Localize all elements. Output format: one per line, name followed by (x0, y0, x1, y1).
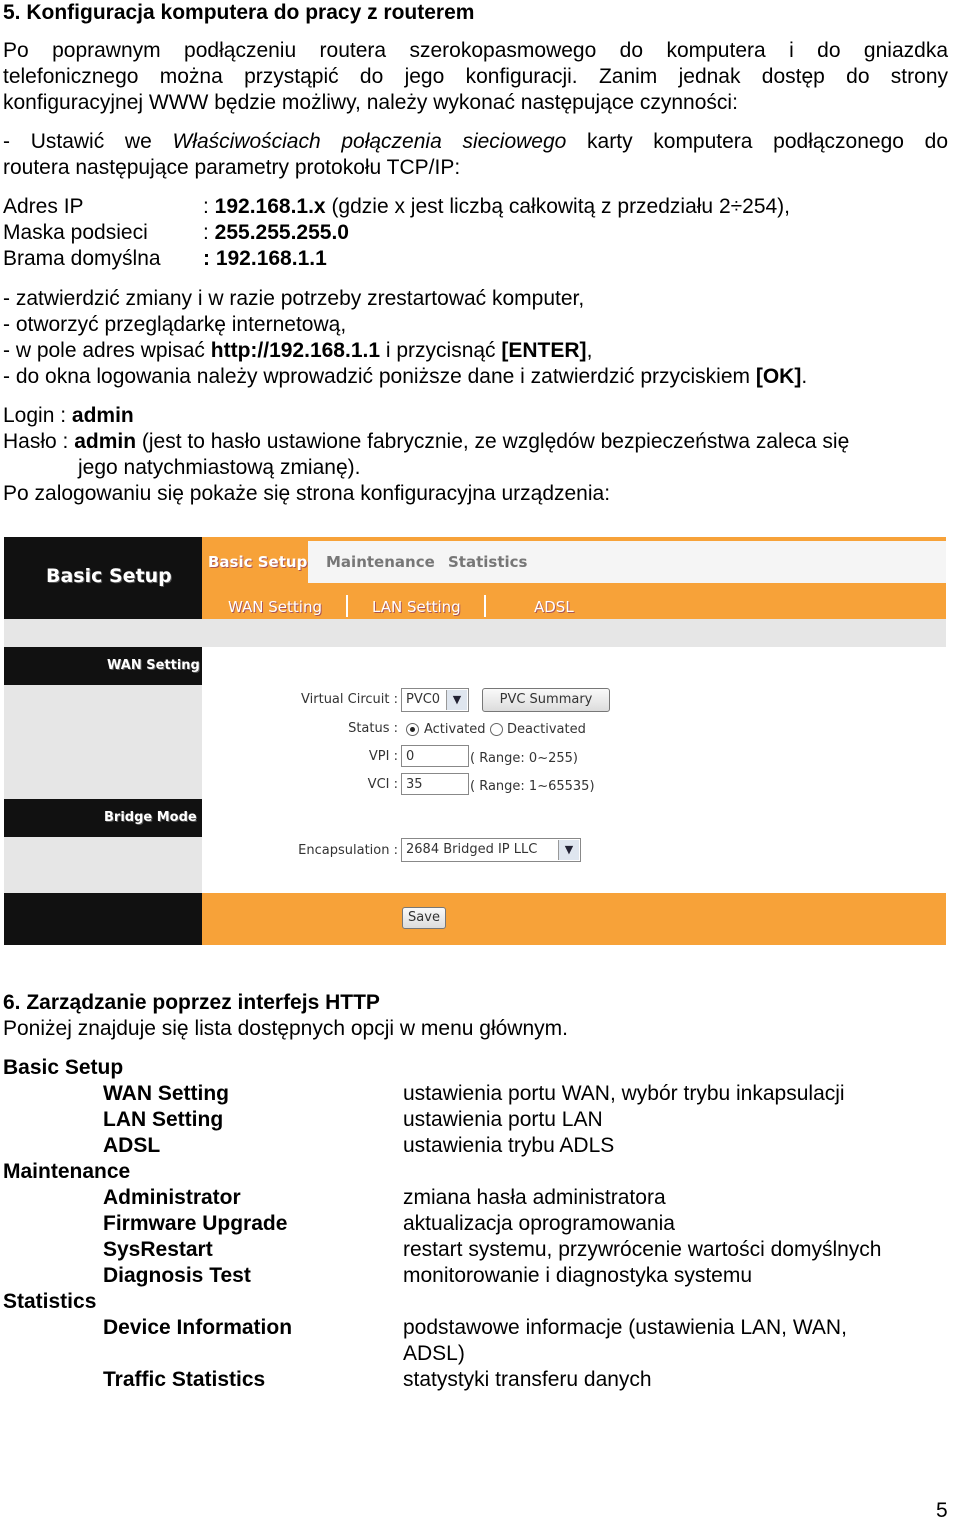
subtab-adsl[interactable]: ADSL (534, 598, 574, 616)
step1-line (3, 129, 948, 155)
step2: - zatwierdzić zmiany i w razie potrzeby zrestartować komputer, (3, 287, 585, 310)
footer-orange (202, 893, 946, 945)
virtual-circuit-label: Virtual Circuit : (301, 692, 398, 707)
menu-desc-sysrestart: restart systemu, przywrócenie wartości domyślnych (403, 1238, 882, 1261)
param-ip-colon: : (203, 195, 215, 218)
step1-line2: routera następujące parametry protokołu TCP/IP: (3, 156, 461, 179)
param-mask-colon: : (203, 221, 215, 244)
virtual-circuit-value: PVC0 (406, 692, 441, 707)
step5-key: [OK] (755, 365, 802, 388)
intro-line-2: telefonicznego można przystąpić do jego konfiguracji. Zanim jednak dostęp do strony (3, 65, 948, 88)
param-ip-note: (gdzie x jest liczbą całkowitą z przedziału 2÷254), (325, 195, 791, 218)
after-login: Po zalogowaniu się pokaże się strona konfiguracyjna urządzenia: (3, 482, 611, 505)
vpi-input[interactable] (401, 745, 469, 767)
status-activated-radio[interactable] (406, 723, 419, 736)
encapsulation-label: Encapsulation : (298, 843, 398, 858)
subtab-divider-2 (484, 595, 486, 617)
step4-key: [ENTER] (501, 339, 587, 362)
menu-item-wan-setting: WAN Setting (103, 1082, 229, 1105)
step4 (3, 338, 592, 364)
step4-mid: i przycisnąć (380, 339, 502, 362)
password-note: (jest to hasło ustawione fabrycznie, ze względów bezpieczeństwa zaleca się (136, 430, 850, 453)
virtual-circuit-select[interactable] (401, 688, 469, 712)
menu-desc-adsl: ustawienia trybu ADLS (403, 1134, 615, 1157)
param-mask-value: 255.255.255.0 (214, 221, 349, 244)
subtab-lan-setting[interactable]: LAN Setting (372, 598, 461, 616)
menu-desc-firmware-upgrade: aktualizacja oprogramowania (403, 1212, 675, 1235)
section6-heading: 6. Zarządzanie poprzez interfejs HTTP (3, 991, 380, 1014)
brand-title: Basic Setup (46, 565, 172, 587)
section6-intro: Poniżej znajduje się lista dostępnych opcji w menu głównym. (3, 1017, 568, 1040)
status-activated-label: Activated (424, 722, 486, 737)
step5-pre: - do okna logowania należy wprowadzić poniższe dane i zatwierdzić przyciskiem (3, 365, 756, 388)
step4-post: , (586, 339, 593, 362)
pvc-summary-button[interactable]: PVC Summary (482, 688, 610, 712)
save-button[interactable]: Save (402, 907, 446, 929)
vci-value: 35 (406, 777, 423, 792)
menu-item-firmware-upgrade: Firmware Upgrade (103, 1212, 288, 1235)
step3: - otworzyć przeglądarkę internetową, (3, 313, 347, 336)
vci-label: VCI : (367, 777, 398, 792)
step1-pre: - Ustawić we (3, 130, 173, 153)
login-value: admin (71, 404, 134, 427)
menu-item-administrator: Administrator (103, 1186, 241, 1209)
intro-line-1: Po poprawnym podłączeniu routera szerokopasmowego do komputera i do gniazdka (3, 39, 948, 62)
step1-italic: Właściwościach połączenia sieciowego (172, 130, 567, 153)
password-label: Hasło : (3, 430, 75, 453)
login-line (3, 403, 134, 429)
sidebar-gray-1 (4, 685, 202, 799)
vpi-range: ( Range: 0~255) (470, 751, 578, 766)
tab-statistics[interactable]: Statistics (448, 553, 528, 571)
menu-item-diagnosis-test: Diagnosis Test (103, 1264, 251, 1287)
status-deactivated-radio[interactable] (490, 723, 503, 736)
param-gateway-value: : 192.168.1.1 (203, 247, 327, 270)
sidebar-wan-setting: WAN Setting (107, 658, 200, 673)
param-ip-value-line (203, 194, 790, 220)
step4-url: http://192.168.1.1 (210, 339, 381, 362)
login-label: Login : (3, 404, 72, 427)
menu-group-statistics: Statistics (3, 1290, 97, 1313)
encapsulation-value: 2684 Bridged IP LLC (406, 842, 538, 857)
encapsulation-select[interactable] (401, 838, 581, 862)
intro-line-3: konfiguracyjnej WWW będzie możliwy, należy wykonać następujące czynności: (3, 91, 738, 114)
sidebar-gray-2 (4, 837, 202, 893)
menu-desc-diagnosis-test: monitorowanie i diagnostyka systemu (403, 1264, 753, 1287)
vpi-label: VPI : (368, 749, 398, 764)
step1-post: karty komputera podłączonego do (566, 130, 949, 153)
sidebar-bridge-mode: Bridge Mode (104, 810, 197, 825)
vci-input[interactable] (401, 773, 469, 795)
param-ip-value: 192.168.1.x (214, 195, 326, 218)
menu-item-lan-setting: LAN Setting (103, 1108, 224, 1131)
tab-basic-setup[interactable]: Basic Setup (208, 553, 308, 571)
password-note-2: jego natychmiastową zmianę). (78, 456, 361, 479)
gray-band (4, 619, 946, 647)
menu-desc-administrator: zmiana hasła administratora (403, 1186, 666, 1209)
step5 (3, 364, 807, 390)
menu-item-device-information: Device Information (103, 1316, 293, 1339)
menu-item-traffic-statistics: Traffic Statistics (103, 1368, 266, 1391)
menu-desc-lan-setting: ustawienia portu LAN (403, 1108, 603, 1131)
param-mask-label: Maska podsieci (3, 221, 148, 244)
menu-desc-wan-setting: ustawienia portu WAN, wybór trybu inkapsulacji (403, 1082, 845, 1105)
step4-pre: - w pole adres wpisać (3, 339, 211, 362)
menu-desc-device-information: podstawowe informacje (ustawienia LAN, WAN, (403, 1316, 847, 1339)
vci-range: ( Range: 1~65535) (470, 779, 595, 794)
tab-maintenance[interactable]: Maintenance (326, 553, 435, 571)
menu-item-sysrestart: SysRestart (103, 1238, 213, 1261)
chevron-down-icon: ▼ (446, 690, 467, 710)
menu-group-basic-setup: Basic Setup (3, 1056, 124, 1079)
menu-desc-device-information-2: ADSL) (403, 1342, 465, 1365)
status-label: Status : (348, 721, 398, 736)
param-ip-label: Adres IP (3, 195, 84, 218)
footer-black (4, 893, 202, 945)
subtab-divider-1 (346, 595, 348, 617)
section5-heading: 5. Konfiguracja komputera do pracy z routerem (3, 1, 475, 24)
password-line (3, 429, 849, 455)
step5-post: . (801, 365, 808, 388)
router-config-screenshot (4, 537, 946, 947)
menu-desc-traffic-statistics: statystyki transferu danych (403, 1368, 652, 1391)
chevron-down-icon: ▼ (558, 840, 579, 860)
menu-item-adsl: ADSL (103, 1134, 161, 1157)
menu-group-maintenance: Maintenance (3, 1160, 131, 1183)
param-gateway-label: Brama domyślna (3, 247, 161, 270)
vpi-value: 0 (406, 749, 415, 764)
page-number: 5 (936, 1499, 948, 1522)
password-value: admin (74, 430, 137, 453)
param-mask-value-line (203, 220, 349, 246)
subtab-wan-setting[interactable]: WAN Setting (228, 598, 322, 616)
status-deactivated-label: Deactivated (507, 722, 586, 737)
